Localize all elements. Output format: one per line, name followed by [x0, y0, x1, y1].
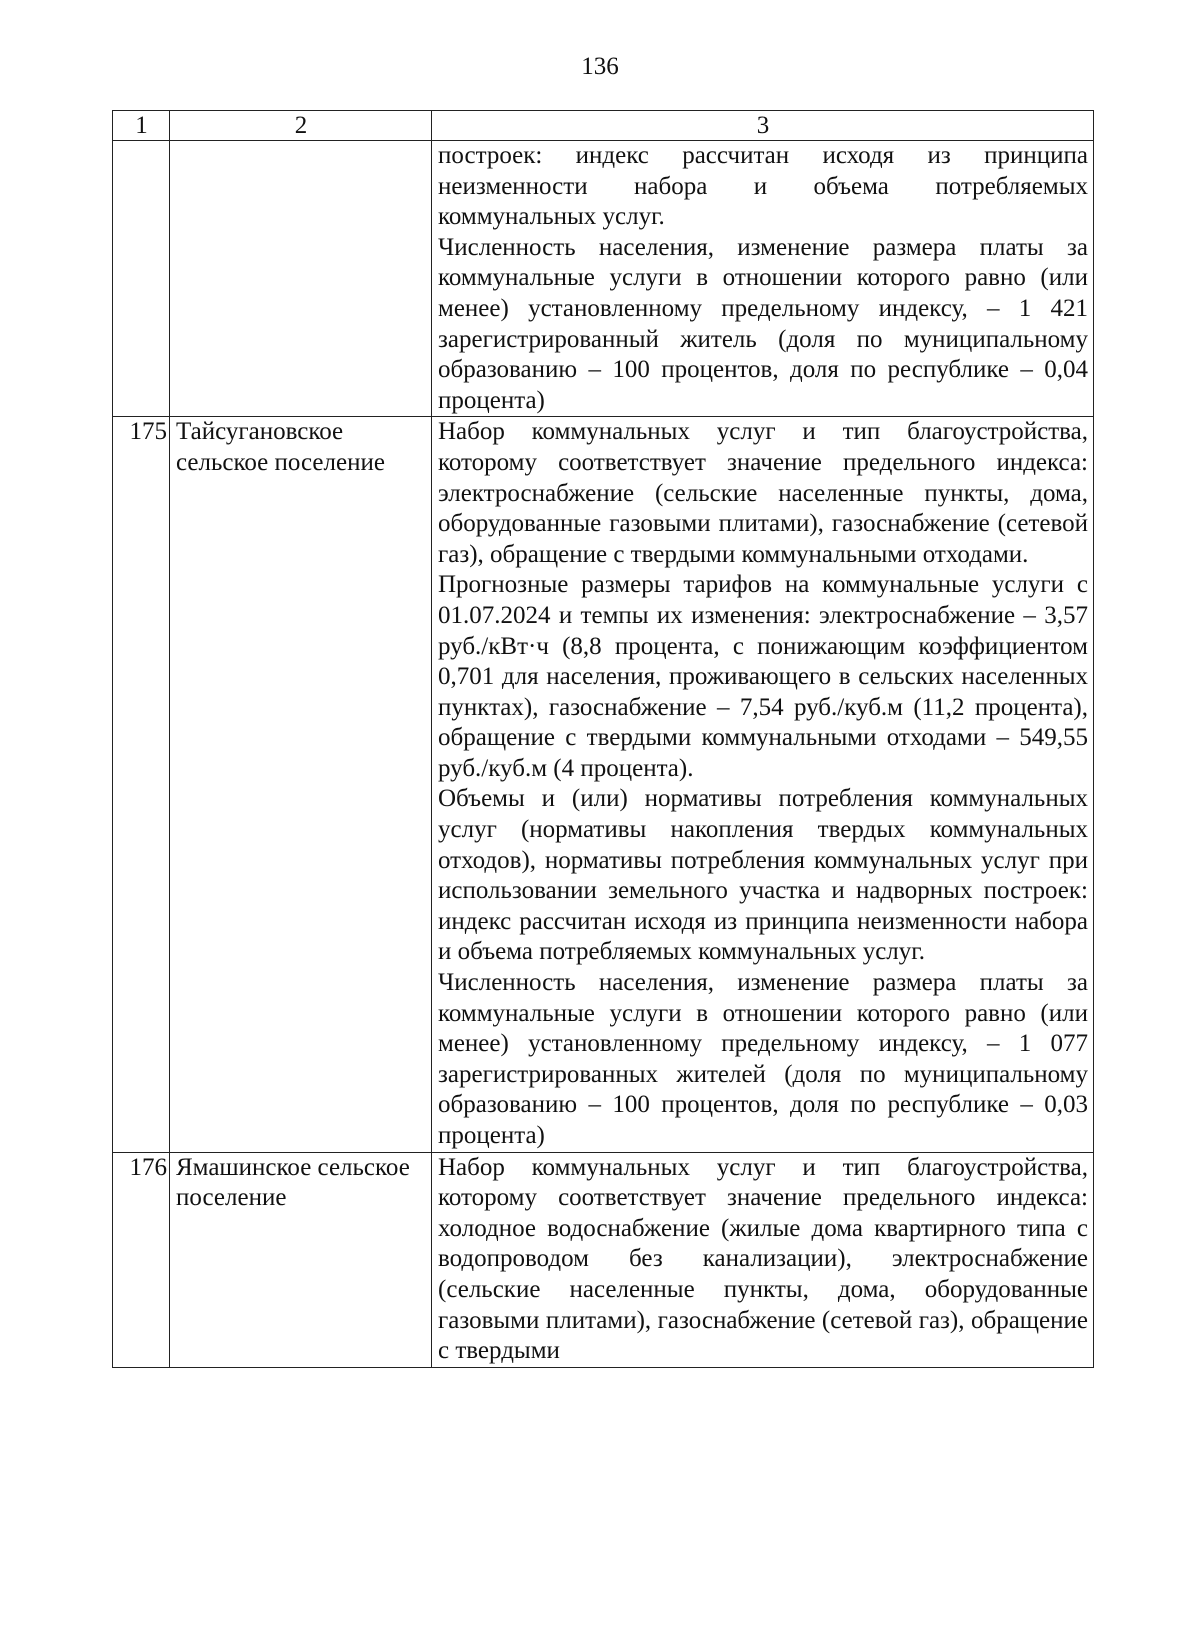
- description-paragraph: Численность населения, изменение размера платы за коммунальные услуги в отношении которого равно (или менее) установленному предельному индексу, – 1 077 зарегистрированных жителей (доля по муниципальному образованию – 100 процентов, доля по республике – 0,03 процента): [438, 969, 1088, 1149]
- description-paragraph: построек: индекс рассчитан исходя из принципа неизменности набора и объема потребляемых коммунальных услуг.: [438, 142, 1088, 231]
- row-number: 175: [113, 417, 170, 1152]
- description-paragraph: Набор коммунальных услуг и тип благоустройства, которому соответствует значение предельного индекса: холодное водоснабжение (жилые дома квартирного типа с водопроводом без канализации), электроснабжение (сельские населенные пункты, дома, оборудованные газовыми плитами), газоснабжение (сетевой газ), обращение с твердыми: [438, 1153, 1088, 1365]
- header-col-2: 2: [170, 111, 432, 141]
- settlement-name: [170, 141, 432, 417]
- settlements-table: [112, 110, 1094, 1368]
- table-body: [113, 141, 1094, 1368]
- description-paragraph: Численность населения, изменение размера платы за коммунальные услуги в отношении которого равно (или менее) установленному предельному индексу, – 1 421 зарегистрированный житель (доля по муниципальному образованию – 100 процентов, доля по республике – 0,04 процента): [438, 233, 1088, 414]
- settlement-description: [432, 417, 1094, 1152]
- table-header: [113, 111, 1094, 141]
- settlement-description: [432, 1152, 1094, 1367]
- header-row: [113, 111, 1094, 141]
- row-number: [113, 141, 170, 417]
- header-col-3: 3: [432, 111, 1094, 141]
- description-paragraph: Объемы и (или) нормативы потребления коммунальных услуг (нормативы накопления твердых коммунальных отходов), нормативы потребления коммунальных услуг при использовании земельного участка и надворных построек: индекс рассчитан исходя из принципа неизменности набора и объема потребляемых коммунальных услуг.: [438, 785, 1088, 966]
- settlement-name: Тайсугановское сельское поселение: [170, 417, 432, 1152]
- description-paragraph: Набор коммунальных услуг и тип благоустройства, которому соответствует значение предельного индекса: электроснабжение (сельские населенные пункты, дома, оборудованные газовыми плитами), газоснабжение (сетевой газ), обращение с твердыми коммунальными отходами.: [438, 418, 1088, 568]
- table-row-175: [113, 417, 1094, 1152]
- table-row-continuation: [113, 141, 1094, 417]
- settlement-name: Ямашинское сельское поселение: [170, 1152, 432, 1367]
- table-row-176: [113, 1152, 1094, 1367]
- description-paragraph: Прогнозные размеры тарифов на коммунальные услуги с 01.07.2024 и темпы их изменения: электроснабжение – 3,57 руб./кВт·ч (8,8 процента, с понижающим коэффициентом 0,701 для населения, проживающего в сельских населенных пунктах), газоснабжение – 7,54 руб./куб.м (11,2 процента), обращение с твердыми коммунальными отходами – 549,55 руб./куб.м (4 процента).: [438, 571, 1088, 782]
- settlement-description: [432, 141, 1094, 417]
- row-number: 176: [113, 1152, 170, 1367]
- header-col-1: 1: [113, 111, 170, 141]
- page-number: 136: [581, 53, 619, 80]
